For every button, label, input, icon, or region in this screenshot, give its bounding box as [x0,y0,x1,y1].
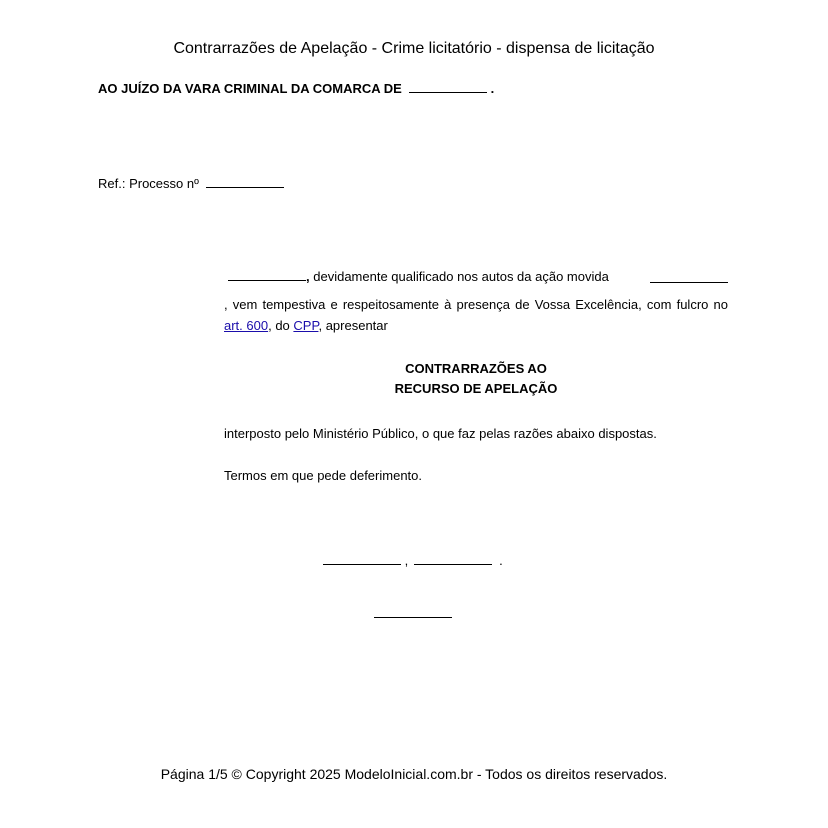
page-footer: Página 1/5 © Copyright 2025 ModeloInicial.com.br - Todos os direitos reservados. [160,766,668,782]
addressee-end: . [490,81,495,96]
addressee-text: AO JUÍZO DA VARA CRIMINAL DA COMARCA DE [98,81,402,96]
signature-blank [374,607,452,618]
date-end: . [499,553,503,568]
section-title-line-2: RECURSO DE APELAÇÃO [394,381,558,396]
text-do: , do [268,318,290,333]
addressee-heading [98,81,494,96]
section-title-line-1: CONTRARRAZÕES AO [405,361,547,376]
party-name-blank [228,270,306,281]
section-title [224,359,728,399]
process-reference [98,176,284,191]
date-line [323,553,503,568]
termos-paragraph: Termos em que pede deferimento. [224,468,422,483]
body-paragraph [224,294,728,336]
cpp-link[interactable]: CPP [293,318,319,333]
date-comma: , [404,553,409,568]
city-blank [323,554,401,565]
signature-line [374,606,452,621]
intro-comma: , [306,269,310,284]
comarca-blank [409,82,487,93]
date-blank [414,554,492,565]
intro-text: devidamente qualificado nos autos da ação movida [313,269,609,284]
ref-label: Ref.: Processo nº [98,176,199,191]
text-apresentar: , apresentar [318,318,388,333]
process-number-blank [206,177,284,188]
document-title: Contrarrazões de Apelação - Crime licitatório - dispensa de licitação [173,40,655,57]
art-600-link[interactable]: art. 600 [224,318,269,333]
interposto-paragraph: interposto pelo Ministério Público, o que faz pelas razões abaixo dispostas. [224,426,657,441]
opponent-blank [650,272,728,283]
intro-line [224,266,728,287]
body-text: , vem tempestiva e respeitosamente à presença de Vossa Excelência, com fulcro no [224,297,728,312]
